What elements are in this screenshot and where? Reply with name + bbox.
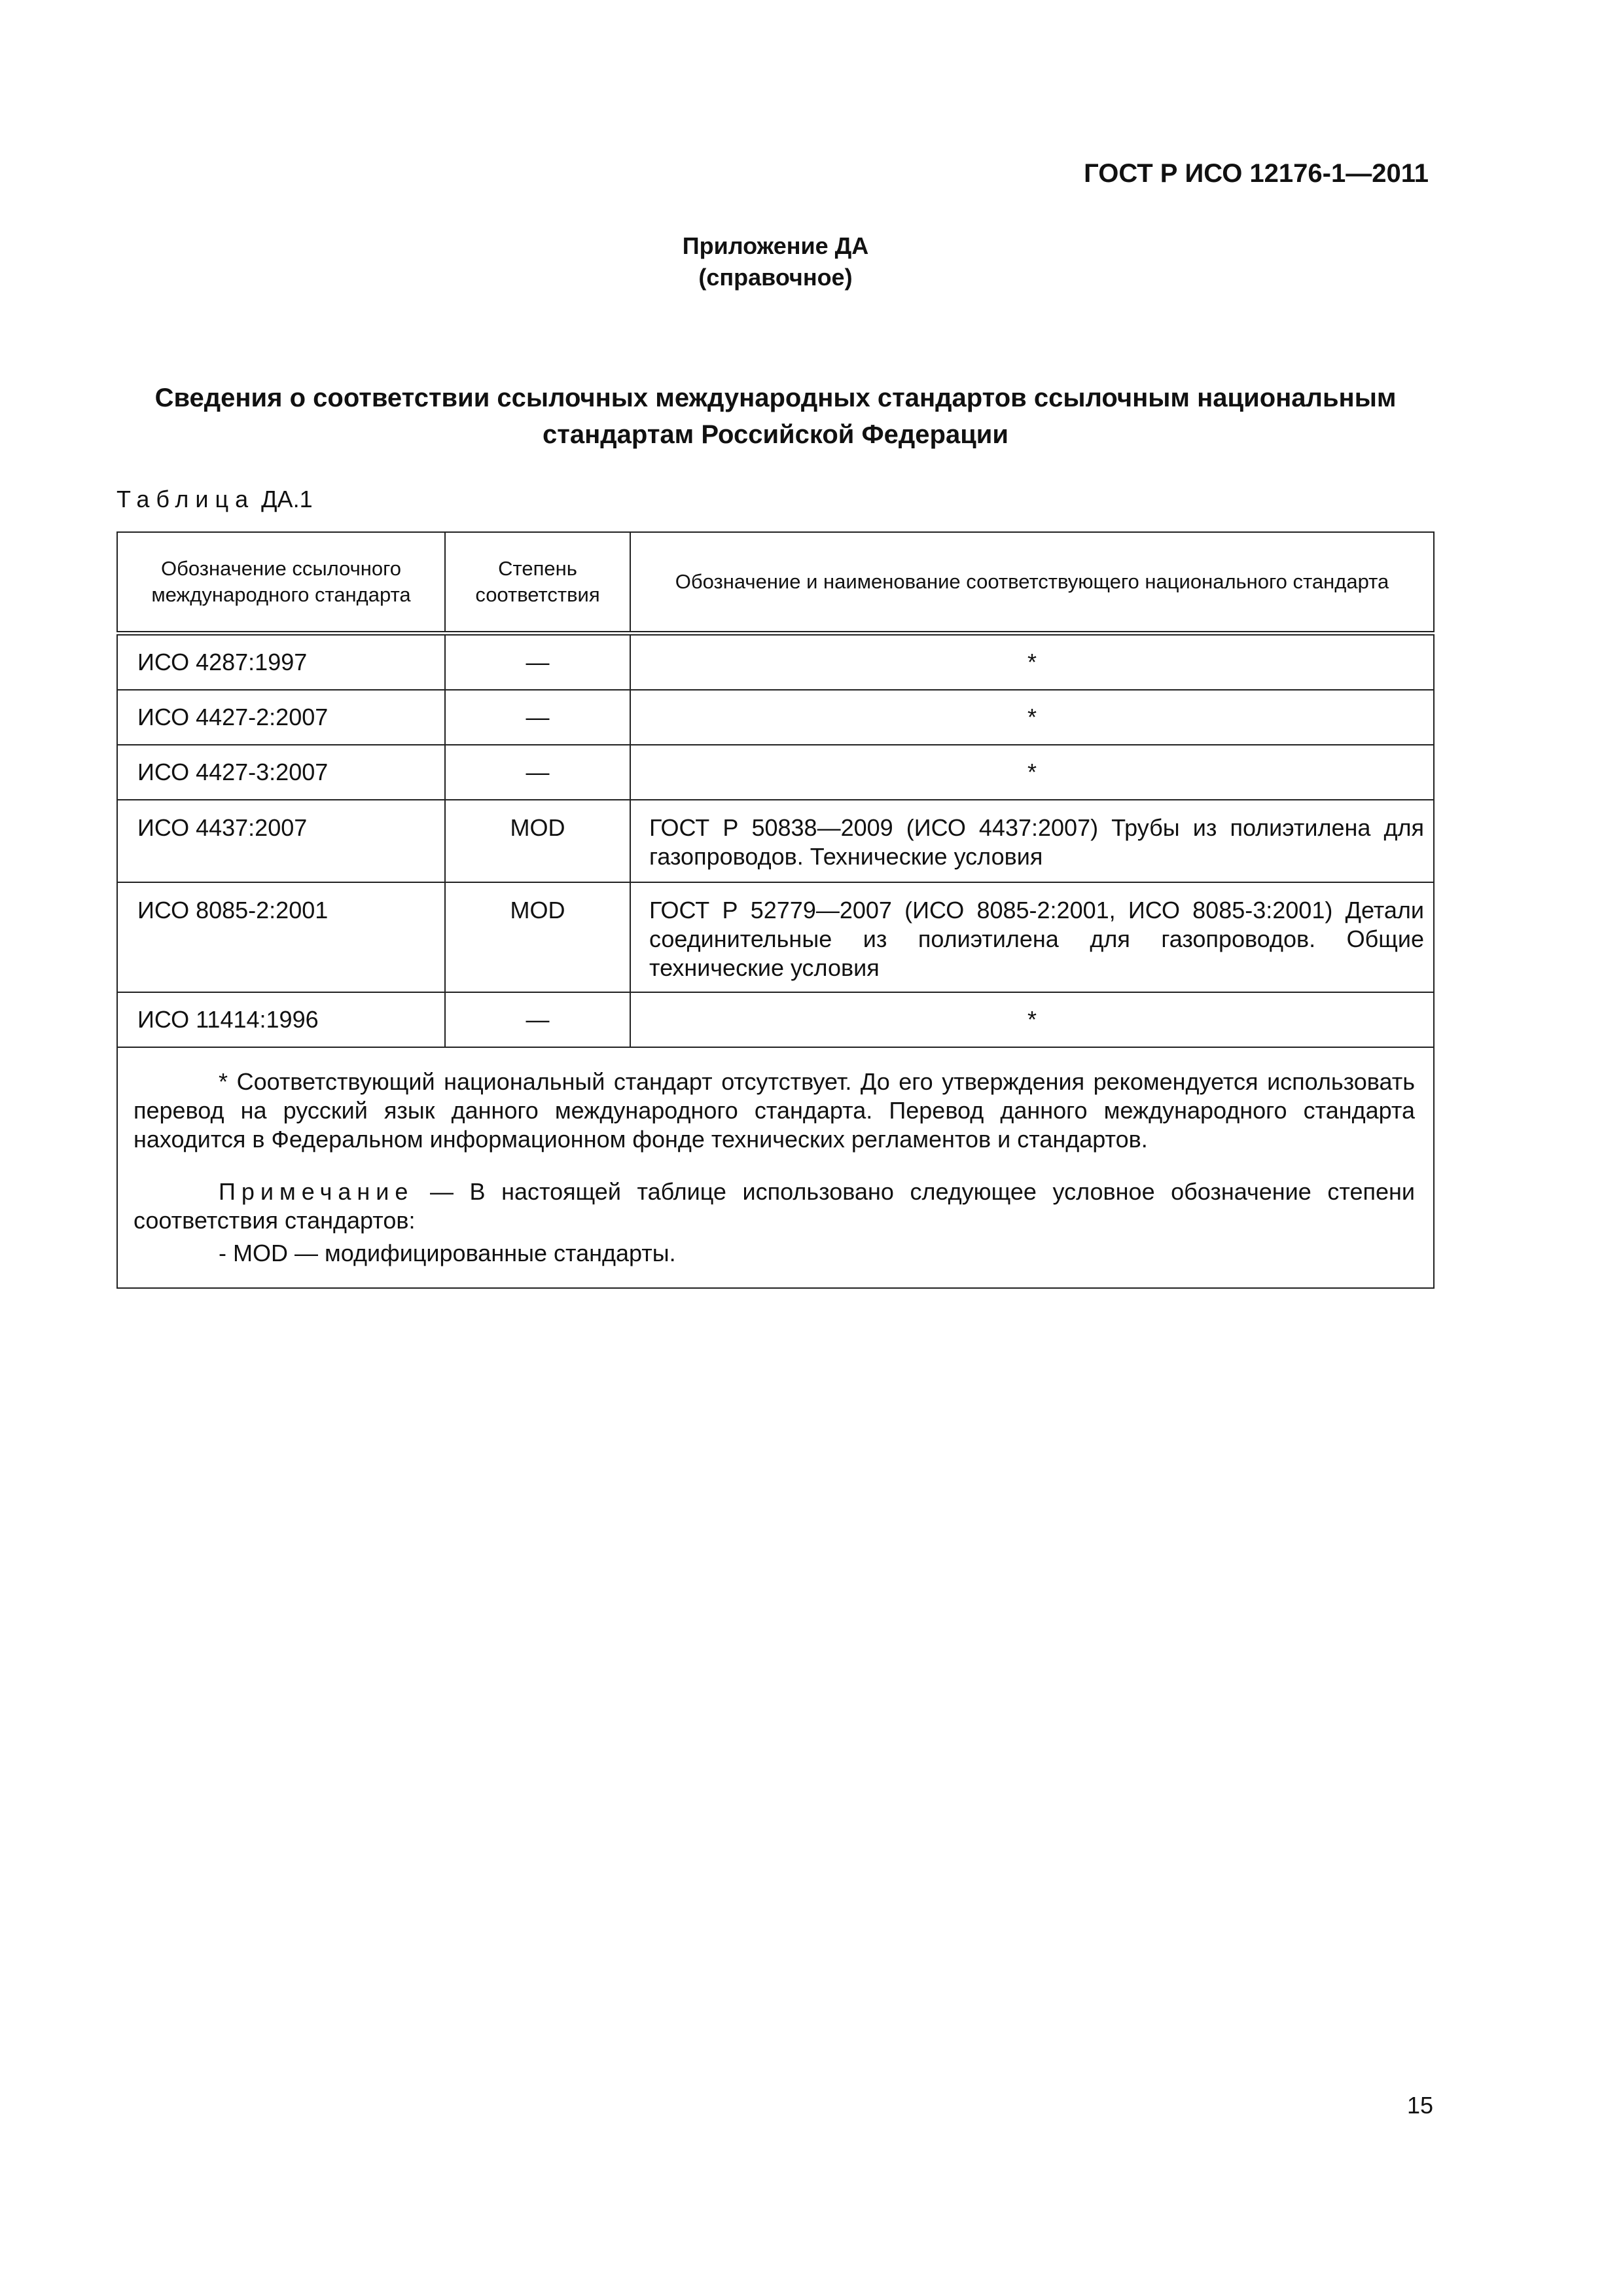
- table-caption-number: ДА.1: [261, 486, 313, 512]
- table-note: [134, 1177, 1415, 1235]
- cell-iso: ИСО 8085-2:2001: [117, 882, 445, 992]
- cell-national: *: [630, 634, 1434, 691]
- cell-iso: ИСО 4287:1997: [117, 634, 445, 691]
- table-row: [117, 690, 1434, 745]
- cell-degree: MOD: [445, 882, 630, 992]
- section-title-line-1: Сведения о соответствии ссылочных международных стандартов ссылочным национальным: [154, 384, 1397, 412]
- table-caption-label: Таблица: [116, 486, 255, 512]
- table-notes-row: [117, 1047, 1434, 1288]
- section-title-line-2: стандартам Российской Федерации: [543, 420, 1008, 449]
- table-row: [117, 800, 1434, 882]
- cell-national: *: [630, 992, 1434, 1047]
- cell-national: ГОСТ Р 50838—2009 (ИСО 4437:2007) Трубы из полиэтилена для газопроводов. Технические условия: [630, 800, 1434, 882]
- table-row: [117, 745, 1434, 800]
- cell-degree: —: [445, 634, 630, 691]
- correspondence-table: [116, 531, 1435, 1289]
- table-row: [117, 992, 1434, 1047]
- column-header-degree: Степень соответствия: [445, 532, 630, 634]
- cell-degree: MOD: [445, 800, 630, 882]
- appendix-title: Приложение ДА: [682, 232, 869, 259]
- table-header-row: [117, 532, 1434, 634]
- cell-degree: —: [445, 690, 630, 745]
- cell-iso: ИСО 11414:1996: [117, 992, 445, 1047]
- table-notes-cell: [117, 1047, 1434, 1288]
- cell-iso: ИСО 4427-3:2007: [117, 745, 445, 800]
- cell-national: *: [630, 690, 1434, 745]
- note-label: Примечание: [219, 1178, 414, 1205]
- cell-degree: —: [445, 745, 630, 800]
- cell-iso: ИСО 4427-2:2007: [117, 690, 445, 745]
- note-text: — В настоящей таблице использовано следующее условное обозначение степени соответствия стандартов:: [134, 1178, 1415, 1234]
- table-caption: [116, 486, 313, 513]
- document-code: ГОСТ Р ИСО 12176-1—2011: [1084, 159, 1429, 188]
- appendix-heading: [0, 230, 1551, 293]
- table-footnote: * Соответствующий национальный стандарт отсутствует. До его утверждения рекомендуется использовать перевод на русский язык данного международного стандарта. Перевод данного международного стандарта находится в Федеральном информационном фонде технических регламентов и стандартов.: [134, 1068, 1415, 1153]
- cell-degree: —: [445, 992, 630, 1047]
- note-mod-definition: - MOD — модифицированные стандарты.: [219, 1240, 676, 1266]
- section-title: [111, 380, 1440, 453]
- table-row: [117, 882, 1434, 992]
- appendix-subtitle: (справочное): [698, 264, 853, 291]
- page-number: 15: [1406, 2092, 1433, 2119]
- table-row: [117, 634, 1434, 691]
- cell-national: *: [630, 745, 1434, 800]
- cell-national: ГОСТ Р 52779—2007 (ИСО 8085-2:2001, ИСО 8085-3:2001) Детали соединительные из полиэтилена для газопроводов. Общие технические условия: [630, 882, 1434, 992]
- column-header-national: Обозначение и наименование соответствующего национального стандарта: [630, 532, 1434, 634]
- cell-iso: ИСО 4437:2007: [117, 800, 445, 882]
- column-header-iso: Обозначение ссылочного международного стандарта: [117, 532, 445, 634]
